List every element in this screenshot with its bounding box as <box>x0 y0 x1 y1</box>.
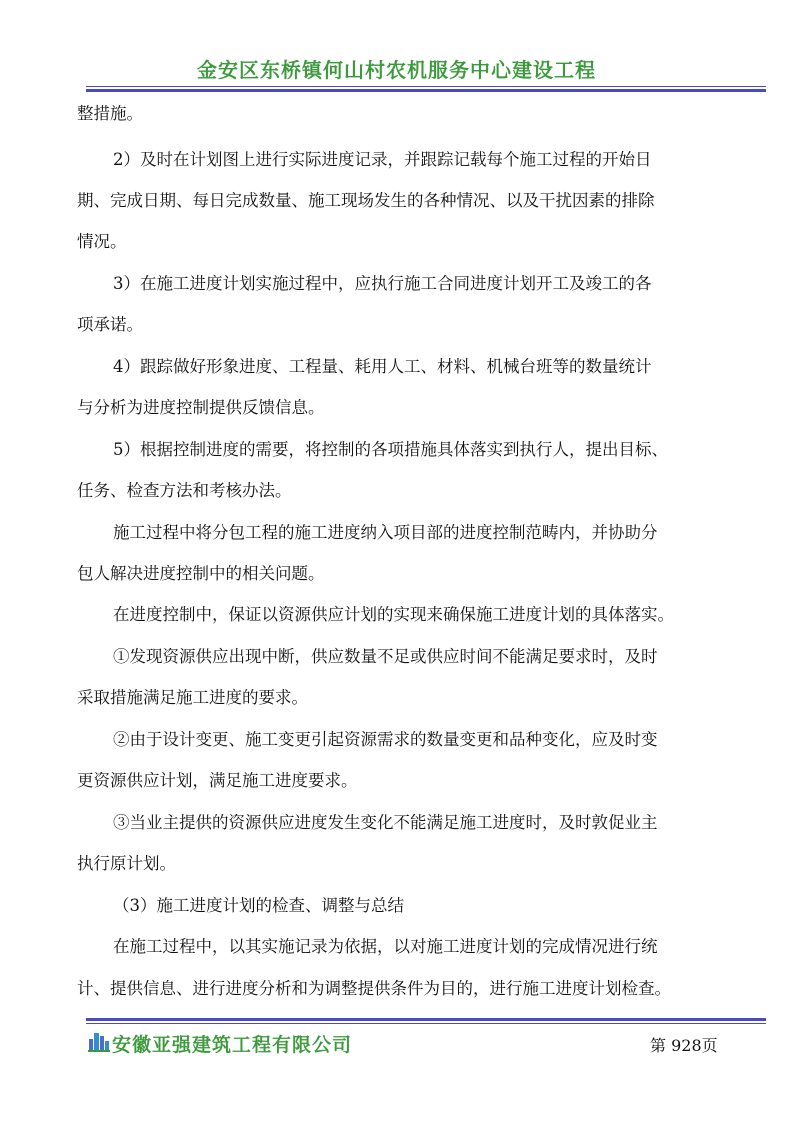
body-line: 整措施。 <box>77 104 143 123</box>
page-header-title: 金安区东桥镇何山村农机服务中心建设工程 <box>197 58 596 82</box>
body-line: 项承诺。 <box>77 315 143 334</box>
body-line: 与分析为进度控制提供反馈信息。 <box>77 398 325 417</box>
body-line: 5）根据控制进度的需要，将控制的各项措施具体落实到执行人，提出目标、 <box>113 440 668 459</box>
page-number: 第 928页 <box>650 1036 718 1055</box>
body-line: 在施工过程中，以其实施记录为依据，以对施工进度计划的完成情况进行统 <box>113 937 658 956</box>
body-line: ①发现资源供应出现中断，供应数量不足或供应时间不能满足要求时，及时 <box>113 647 658 666</box>
body-line: 执行原计划。 <box>77 854 176 873</box>
body-line: ②由于设计变更、施工变更引起资源需求的数量变更和品种变化，应及时变 <box>113 730 658 749</box>
body-line: 施工过程中将分包工程的施工进度纳入项目部的进度控制范畴内，并协助分 <box>113 523 658 542</box>
body-line: 采取措施满足施工进度的要求。 <box>77 688 308 707</box>
body-line: 任务、检查方法和考核办法。 <box>77 481 292 500</box>
header-rule-thick <box>86 89 766 92</box>
footer-rule-thick <box>86 1018 766 1021</box>
body-line: 4）跟踪做好形象进度、工程量、耗用人工、材料、机械台班等的数量统计 <box>113 357 652 376</box>
header-rule-thin <box>86 86 766 87</box>
body-line: 情况。 <box>77 232 127 251</box>
footer-rule-thin <box>86 1023 766 1024</box>
body-line: 2）及时在计划图上进行实际进度记录，并跟踪记载每个施工过程的开始日 <box>113 150 652 169</box>
section-heading: （3）施工进度计划的检查、调整与总结 <box>113 896 404 915</box>
body-line: 包人解决进度控制中的相关问题。 <box>77 564 325 583</box>
body-line: 更资源供应计划，满足施工进度要求。 <box>77 771 358 790</box>
body-line: 计、提供信息、进行进度分析和为调整提供条件为目的，进行施工进度计划检查。 <box>77 979 671 998</box>
footer-company-name: 安徽亚强建筑工程有限公司 <box>112 1034 353 1056</box>
body-line: 期、完成日期、每日完成数量、施工现场发生的各种情况、以及干扰因素的排除 <box>77 191 655 210</box>
building-logo-icon <box>88 1030 110 1052</box>
body-line: 在进度控制中，保证以资源供应计划的实现来确保施工进度计划的具体落实。 <box>113 605 674 624</box>
body-line: 3）在施工进度计划实施过程中，应执行施工合同进度计划开工及竣工的各 <box>113 274 652 293</box>
body-line: ③当业主提供的资源供应进度发生变化不能满足施工进度时，及时敦促业主 <box>113 813 658 832</box>
